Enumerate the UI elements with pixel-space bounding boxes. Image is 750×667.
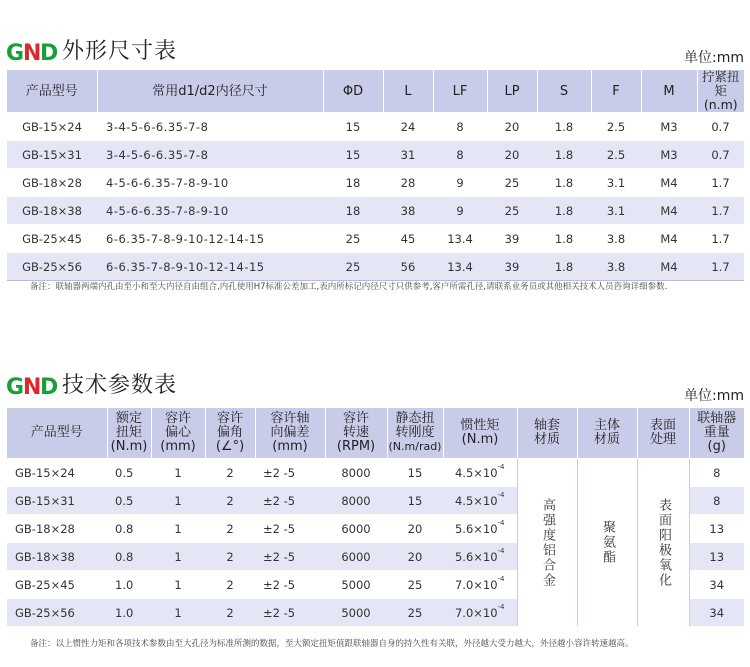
table-row [7, 459, 744, 487]
value-cell: 0.8 [107, 515, 151, 543]
col-header: 额定 扭矩 (N.m) [107, 408, 151, 459]
model-cell: GB-15×31 [7, 141, 97, 169]
table-row [7, 113, 744, 141]
section-title: 技术参数表 [62, 373, 178, 398]
col-header: 惯性矩 (N.m) [443, 408, 517, 459]
value-cell: 3.8 [591, 253, 641, 281]
value-cell: 1.8 [537, 141, 591, 169]
value-cell: 2.5 [591, 113, 641, 141]
value-cell: M4 [641, 169, 697, 197]
value-cell: 9 [433, 197, 487, 225]
value-cell: 5000 [325, 571, 387, 599]
table-row [7, 197, 744, 225]
value-cell: 45 [383, 225, 433, 253]
value-cell: 20 [487, 141, 537, 169]
svg-text:D: D [40, 375, 58, 400]
value-cell: 0.5 [107, 487, 151, 515]
value-cell: 1.7 [697, 225, 744, 253]
model-cell: GB-18×28 [7, 515, 107, 543]
table-note: 备注：以上惯性力矩和各项技术参数由至大孔径为标准所测的数据，至大额定扭矩值跟联轴器自身的持久性有关联，外径越大受力越大，外径越小容许转速越高。 [30, 639, 634, 649]
gnd-logo [6, 38, 58, 66]
value-cell: 38 [383, 197, 433, 225]
value-cell: 2 [205, 599, 255, 627]
model-cell: GB-18×38 [7, 197, 97, 225]
weight-cell: 13 [689, 515, 744, 543]
bore-sizes-cell: 4-5-6-6.35-7-8-9-10 [97, 169, 323, 197]
value-cell: 1.8 [537, 197, 591, 225]
value-cell: 1.8 [537, 113, 591, 141]
value-cell: 2 [205, 571, 255, 599]
bore-sizes-cell: 6-6.35-7-8-9-10-12-14-15 [97, 225, 323, 253]
model-cell: GB-25×56 [7, 599, 107, 627]
value-cell: 5000 [325, 599, 387, 627]
table-note: 备注：联轴器两端内孔由至小和至大内径自由组合,内孔使用H7标准公差加工,表内所标记内径尺寸只供参考,客户所需孔径,请联系业务员或其他相关技术人员咨询详细参数. [30, 282, 668, 292]
inertia-cell: $5.6\times 10^{-4}$ [443, 543, 517, 571]
dimension-table [7, 70, 744, 281]
value-cell: M4 [641, 253, 697, 281]
weight-cell: 34 [689, 599, 744, 627]
value-cell: 6000 [325, 543, 387, 571]
value-cell: M3 [641, 113, 697, 141]
value-cell: 1.8 [537, 253, 591, 281]
value-cell: 1.7 [697, 169, 744, 197]
model-cell: GB-25×45 [7, 225, 97, 253]
value-cell: 1 [151, 571, 205, 599]
value-cell: M4 [641, 225, 697, 253]
value-cell: 8 [433, 141, 487, 169]
tech-section [0, 372, 750, 402]
col-header: 联轴器 重量 (g) [689, 408, 744, 459]
col-header: M [641, 70, 697, 113]
value-cell: 8000 [325, 487, 387, 515]
svg-text:N: N [23, 375, 42, 400]
value-cell: 2 [205, 543, 255, 571]
value-cell: 25 [387, 599, 443, 627]
value-cell: 28 [383, 169, 433, 197]
value-cell: ±2 -5 [255, 599, 325, 627]
col-header: 产品型号 [7, 70, 97, 113]
body-material-cell: 聚氨酯 [577, 459, 637, 627]
table-row [7, 253, 744, 281]
value-cell: 39 [487, 225, 537, 253]
weight-cell: 34 [689, 571, 744, 599]
value-cell: 15 [387, 459, 443, 487]
value-cell: 15 [323, 113, 383, 141]
col-header: 容许 偏心 (mm) [151, 408, 205, 459]
value-cell: 0.7 [697, 141, 744, 169]
value-cell: M3 [641, 141, 697, 169]
value-cell: 18 [323, 169, 383, 197]
col-header: 主体 材质 [577, 408, 637, 459]
value-cell: 1.7 [697, 197, 744, 225]
unit-label: 单位:mm [684, 388, 744, 404]
value-cell: 1.0 [107, 571, 151, 599]
value-cell: 25 [323, 253, 383, 281]
col-header: 轴套 材质 [517, 408, 577, 459]
section-title: 外形尺寸表 [62, 39, 178, 64]
value-cell: 1.7 [697, 253, 744, 281]
col-header: L [383, 70, 433, 113]
model-cell: GB-15×31 [7, 487, 107, 515]
col-header: 拧紧扭矩 (n.m) [697, 70, 744, 113]
model-cell: GB-25×56 [7, 253, 97, 281]
value-cell: 8000 [325, 459, 387, 487]
value-cell: 1.8 [537, 225, 591, 253]
inertia-cell: $5.6\times 10^{-4}$ [443, 515, 517, 543]
bore-sizes-cell: 3-4-5-6-6.35-7-8 [97, 113, 323, 141]
value-cell: 1 [151, 543, 205, 571]
col-header: F [591, 70, 641, 113]
weight-cell: 8 [689, 487, 744, 515]
value-cell: 0.8 [107, 543, 151, 571]
value-cell: ±2 -5 [255, 571, 325, 599]
value-cell: 1 [151, 487, 205, 515]
weight-cell: 8 [689, 459, 744, 487]
value-cell: 31 [383, 141, 433, 169]
value-cell: 25 [487, 169, 537, 197]
value-cell: ±2 -5 [255, 515, 325, 543]
table-row [7, 141, 744, 169]
table-header [7, 408, 744, 459]
value-cell: 25 [387, 571, 443, 599]
value-cell: 15 [323, 141, 383, 169]
value-cell: 1 [151, 459, 205, 487]
value-cell: 20 [387, 543, 443, 571]
value-cell: 0.7 [697, 113, 744, 141]
bore-sizes-cell: 3-4-5-6-6.35-7-8 [97, 141, 323, 169]
value-cell: 25 [487, 197, 537, 225]
col-header: ΦD [323, 70, 383, 113]
inertia-cell: $7.0\times 10^{-4}$ [443, 599, 517, 627]
value-cell: 1 [151, 599, 205, 627]
bore-sizes-cell: 6-6.35-7-8-9-10-12-14-15 [97, 253, 323, 281]
sleeve-material-cell: 高强度铝合金 [517, 459, 577, 627]
table-header [7, 70, 744, 113]
col-header: LF [433, 70, 487, 113]
value-cell: 1.0 [107, 599, 151, 627]
value-cell: 9 [433, 169, 487, 197]
model-cell: GB-15×24 [7, 459, 107, 487]
value-cell: 2 [205, 487, 255, 515]
col-header: 产品型号 [7, 408, 107, 459]
value-cell: ±2 -5 [255, 487, 325, 515]
value-cell: ±2 -5 [255, 459, 325, 487]
value-cell: 3.1 [591, 169, 641, 197]
value-cell: 1 [151, 515, 205, 543]
col-header: 常用d1/d2内径尺寸 [97, 70, 323, 113]
value-cell: 1.8 [537, 169, 591, 197]
value-cell: 56 [383, 253, 433, 281]
col-header: 容许 转速 (RPM) [325, 408, 387, 459]
value-cell: 25 [323, 225, 383, 253]
value-cell: 8 [433, 113, 487, 141]
table-row [7, 225, 744, 253]
weight-cell: 13 [689, 543, 744, 571]
value-cell: ±2 -5 [255, 543, 325, 571]
value-cell: 15 [387, 487, 443, 515]
bore-sizes-cell: 4-5-6-6.35-7-8-9-10 [97, 197, 323, 225]
value-cell: M4 [641, 197, 697, 225]
inertia-cell: $4.5\times 10^{-4}$ [443, 487, 517, 515]
model-cell: GB-18×38 [7, 543, 107, 571]
value-cell: 13.4 [433, 225, 487, 253]
col-header: 静态扭 转刚度 (N.m/rad) [387, 408, 443, 459]
value-cell: 0.5 [107, 459, 151, 487]
col-header: 容许轴 向偏差 (mm) [255, 408, 325, 459]
col-header: LP [487, 70, 537, 113]
svg-text:N: N [23, 41, 42, 66]
svg-text:G: G [6, 375, 25, 400]
value-cell: 20 [487, 113, 537, 141]
model-cell: GB-25×45 [7, 571, 107, 599]
table-row [7, 169, 744, 197]
gnd-logo [6, 372, 58, 400]
value-cell: 39 [487, 253, 537, 281]
inertia-cell: $4.5\times 10^{-4}$ [443, 459, 517, 487]
unit-label: 单位:mm [684, 50, 744, 66]
surface-treatment-cell: 表面阳极氧化 [637, 459, 689, 627]
col-header: S [537, 70, 591, 113]
model-cell: GB-18×28 [7, 169, 97, 197]
inertia-cell: $7.0\times 10^{-4}$ [443, 571, 517, 599]
value-cell: 2 [205, 459, 255, 487]
svg-text:G: G [6, 41, 25, 66]
model-cell: GB-15×24 [7, 113, 97, 141]
value-cell: 24 [383, 113, 433, 141]
tech-table [7, 408, 744, 626]
value-cell: 18 [323, 197, 383, 225]
col-header: 表面 处理 [637, 408, 689, 459]
value-cell: 2.5 [591, 141, 641, 169]
value-cell: 2 [205, 515, 255, 543]
value-cell: 3.1 [591, 197, 641, 225]
value-cell: 6000 [325, 515, 387, 543]
col-header: 容许 偏角 (∠°) [205, 408, 255, 459]
value-cell: 3.8 [591, 225, 641, 253]
value-cell: 20 [387, 515, 443, 543]
svg-text:D: D [40, 41, 58, 66]
value-cell: 13.4 [433, 253, 487, 281]
